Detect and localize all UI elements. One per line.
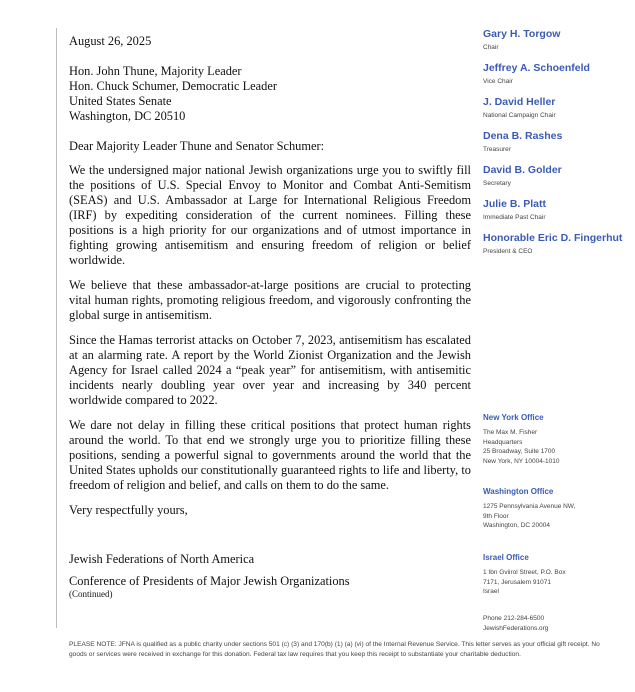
office-address-line: The Max M. Fisher: [483, 429, 538, 436]
officer-name: Jeffrey A. Schoenfeld: [483, 62, 590, 74]
recipient-line: Hon. Chuck Schumer, Democratic Leader: [69, 79, 278, 93]
officer-title: Secretary: [483, 180, 511, 187]
recipient-address: [69, 64, 471, 124]
officer-entry: [483, 130, 628, 154]
office-heading: New York Office: [483, 413, 544, 422]
officer-name: David B. Golder: [483, 164, 562, 176]
officer-title: Vice Chair: [483, 78, 513, 85]
closing: Very respectfully yours,: [69, 503, 188, 517]
office-address-line: Israel: [483, 588, 499, 595]
officer-name: Honorable Eric D. Fingerhut: [483, 232, 623, 244]
officer-title: Chair: [483, 44, 499, 51]
officer-entry: [483, 164, 628, 188]
phone-number: Phone 212-284-6500: [483, 615, 545, 622]
officer-name: J. David Heller: [483, 96, 556, 108]
office-block-israel: [483, 552, 633, 597]
salutation: Dear Majority Leader Thune and Senator Schumer:: [69, 139, 325, 153]
signatory: Conference of Presidents of Major Jewish Organizations: [69, 574, 350, 588]
body-paragraph: We the undersigned major national Jewish organizations urge you to swiftly fill the positions of U.S. Special Envoy to Monitor and Combat Anti-Semitism (SEAS) and U.S. Ambassador at Large for International Religious Freedom (IRF) by expediting consideration of the current nominees. Filling these positions is a high priority for our organizations and of utmost importance in fighting growing antisemitism and ensuring freedom of religion or belief worldwide.: [69, 163, 471, 267]
tax-receipt-note: PLEASE NOTE: JFNA is qualified as a public charity under sections 501 (c) (3) and 170(b) (1) (a) (vi) of the Internal Revenue Service. This letter serves as your official gift receipt. No goods or services were received in exchange for this donation. Federal tax law requires that you keep this receipt to substantiate your charitable deduction.: [69, 641, 600, 658]
officer-entry: [483, 198, 628, 222]
officer-entry: [483, 62, 628, 86]
officer-entry: [483, 96, 628, 120]
letter-date: August 26, 2025: [69, 34, 152, 48]
office-address-line: 7171, Jerusalem 91071: [483, 578, 551, 586]
office-address-line: 1275 Pennsylvania Avenue NW,: [483, 503, 576, 510]
margin-divider: [56, 28, 57, 628]
officer-title: Immediate Past Chair: [483, 214, 546, 221]
office-address-line: 25 Broadway, Suite 1700: [483, 448, 556, 455]
officer-title: National Campaign Chair: [483, 112, 556, 119]
officer-entry: [483, 232, 628, 256]
recipient-line: Washington, DC 20510: [69, 109, 186, 123]
office-block-new-york: [483, 412, 633, 466]
signatory: Jewish Federations of North America: [69, 552, 255, 566]
recipient-line: Hon. John Thune, Majority Leader: [69, 64, 242, 78]
officer-name: Julie B. Platt: [483, 198, 547, 210]
officer-entry: [483, 28, 628, 52]
officer-title: Treasurer: [483, 146, 511, 153]
office-heading: Israel Office: [483, 553, 529, 562]
office-address-line: Washington, DC 20004: [483, 522, 550, 529]
body-paragraph: We dare not delay in filling these critical positions that protect human rights around the world. To that end we strongly urge you to prioritize filling these positions, sending a powerful signal to governments around the world that the United States upholds our constitutionally guaranteed rights to life and liberty, to freedom of religion and belief, and calls on them to do the same.: [69, 418, 471, 492]
officers-list: [483, 28, 628, 266]
office-address-line: Headquarters: [483, 438, 523, 446]
office-address-line: New York, NY 10004-1010: [483, 457, 560, 465]
letter-body: [69, 34, 471, 599]
recipient-line: United States Senate: [69, 94, 172, 108]
officer-title: President & CEO: [483, 248, 533, 255]
officer-name: Dena B. Rashes: [483, 130, 563, 142]
office-block-washington: [483, 486, 633, 531]
body-paragraph: Since the Hamas terrorist attacks on October 7, 2023, antisemitism has escalated at an alarming rate. A report by the World Zionist Organization and the Jewish Agency for Israel called 2024 a “peak year” for antisemitism, with antisemitic incidents nearly doubling year over year and increasing by 340 percent worldwide compared to 2022.: [69, 333, 471, 407]
office-address-line: 9th Floor: [483, 512, 509, 520]
website-link[interactable]: JewishFederations.org: [483, 624, 549, 632]
office-address-line: 1 Ibn Gviirol Street, P.O. Box: [483, 569, 566, 576]
officer-name: Gary H. Torgow: [483, 28, 561, 40]
contact-block: [483, 614, 633, 633]
continued-note: (Continued): [69, 589, 113, 599]
office-heading: Washington Office: [483, 487, 554, 496]
body-paragraph: We believe that these ambassador-at-large positions are crucial to protecting vital human rights, promoting religious freedom, and vigorously confronting the global surge in antisemitism.: [69, 278, 471, 322]
